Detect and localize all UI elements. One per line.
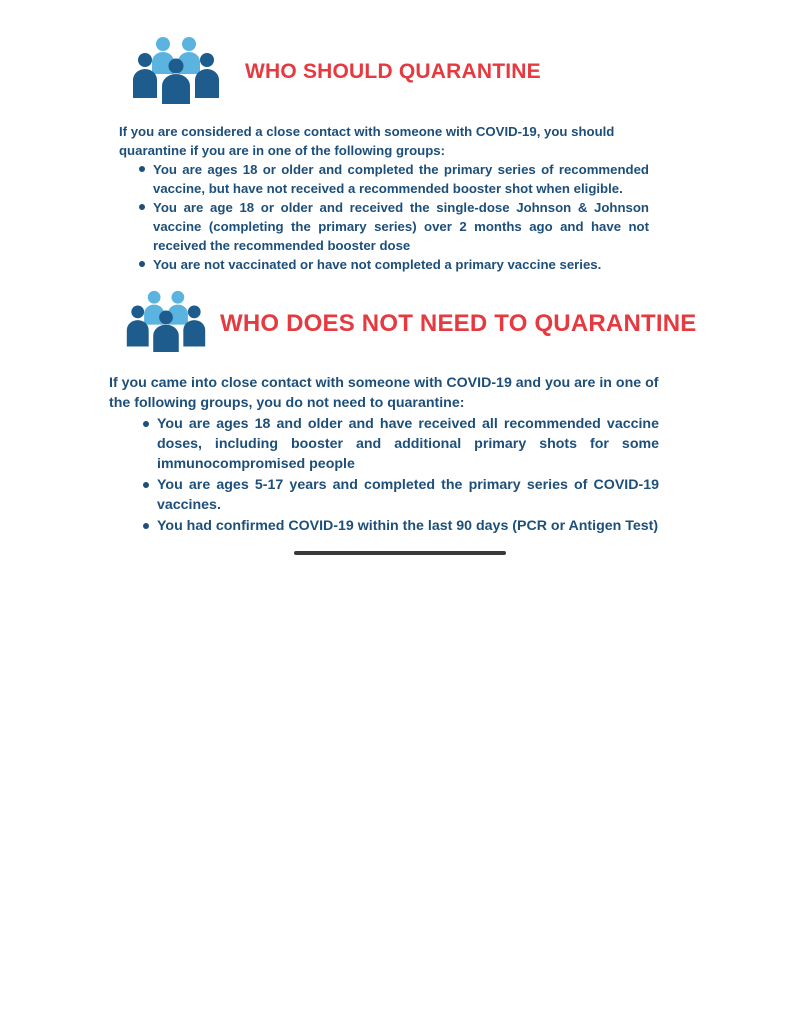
list-item: You are ages 18 or older and completed the primary series of recommended vaccine, but have not received a recommended booster shot when eligible.	[153, 162, 649, 196]
bullet-list	[157, 414, 659, 537]
list-item: You are ages 18 and older and have received all recommended vaccine doses, including booster and additional primary shots for some immunocompromised people	[157, 416, 659, 472]
list-item: You are age 18 or older and received the single-dose Johnson & Johnson vaccine (completing the primary series) over 2 months ago and have not received the recommended booster dose	[153, 200, 649, 253]
list-item: You are ages 5-17 years and completed the primary series of COVID-19 vaccines.	[157, 477, 659, 513]
bullet-list	[153, 160, 649, 274]
section-intro: If you are considered a close contact with someone with COVID-19, you should quarantine if you are in one of the following groups:	[119, 124, 615, 158]
people-group-icon	[126, 290, 206, 352]
section-intro: If you came into close contact with someone with COVID-19 and you are in one of the following groups, you do not need to quarantine:	[109, 375, 659, 411]
section-heading: WHO DOES NOT NEED TO QUARANTINE	[220, 310, 697, 337]
section-heading-row	[126, 290, 696, 352]
divider	[294, 551, 506, 555]
section-heading: WHO SHOULD QUARANTINE	[245, 60, 541, 83]
section-heading-row	[133, 36, 541, 104]
list-item: You are not vaccinated or have not completed a primary vaccine series.	[153, 255, 649, 274]
list-item: You had confirmed COVID-19 within the last 90 days (PCR or Antigen Test)	[157, 518, 659, 534]
people-group-icon	[133, 36, 219, 104]
